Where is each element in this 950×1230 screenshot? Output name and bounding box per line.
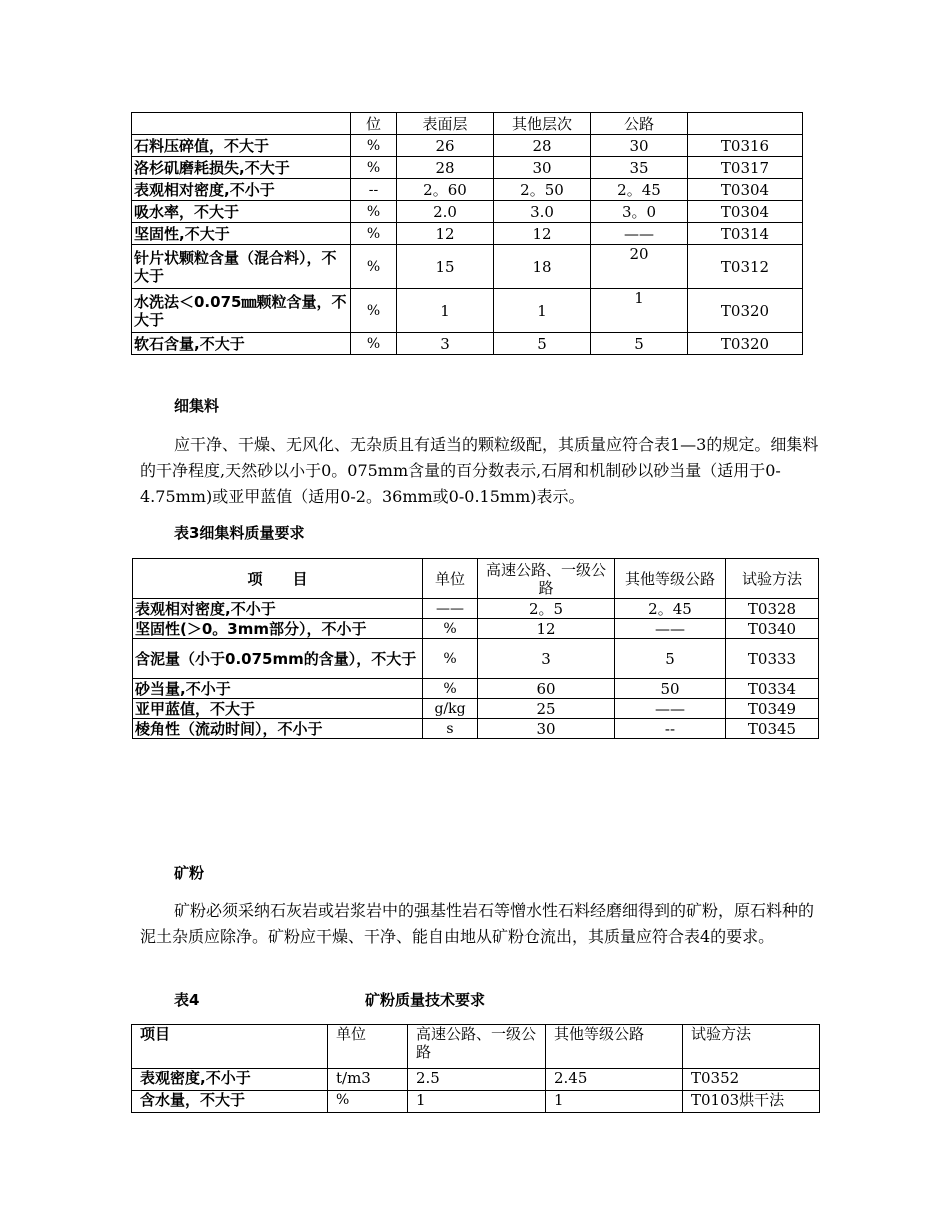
row-label: 软石含量,不大于 <box>132 333 351 355</box>
mineral-powder-paragraph: 矿粉必须采纳石灰岩或岩浆岩中的强基性岩石等憎水性石料经磨细得到的矿粉，原石料种的泥土杂质应除净。矿粉应干燥、干净、能自由地从矿粉仓流出，其质量应符合表4的要求。 <box>140 901 815 946</box>
table-cell: t/m3 <box>328 1069 408 1091</box>
table-cell: 5 <box>494 333 591 355</box>
table-cell: 35 <box>591 157 688 179</box>
table-header-row <box>132 113 803 135</box>
table-cell: 1 <box>408 1091 546 1113</box>
table-row <box>132 333 803 355</box>
row-label: 含水量，不大于 <box>132 1091 328 1113</box>
table-cell: 1 <box>546 1091 683 1113</box>
table-cell: % <box>423 679 478 699</box>
table-row <box>132 201 803 223</box>
table-cell: T0333 <box>726 639 819 679</box>
header-cell: 试验方法 <box>683 1025 820 1069</box>
table-cell: 30 <box>591 135 688 157</box>
table-title: 表3细集料质量要求 <box>174 524 305 542</box>
table-cell: % <box>328 1091 408 1113</box>
table-cell: % <box>351 157 397 179</box>
section-heading-fine-aggregate: 细集料 <box>174 397 220 415</box>
table-header-row <box>132 1025 820 1069</box>
table-cell: % <box>423 639 478 679</box>
table-cell: % <box>351 135 397 157</box>
table-cell: T0349 <box>726 699 819 719</box>
table-cell: 2。60 <box>397 179 494 201</box>
table-cell: -- <box>615 719 726 739</box>
table-cell: 25 <box>478 699 615 719</box>
table-cell: 60 <box>478 679 615 699</box>
table-row <box>133 619 819 639</box>
row-label: 表观相对密度,不小于 <box>133 599 423 619</box>
table-cell: 12 <box>494 223 591 245</box>
table-cell: 2。45 <box>591 179 688 201</box>
table-cell: 2。45 <box>615 599 726 619</box>
table-cell: 2.45 <box>546 1069 683 1091</box>
table-cell: T0320 <box>688 289 803 333</box>
table-row <box>133 639 819 679</box>
row-label: 石料压碎值，不大于 <box>132 135 351 157</box>
table-cell: T0340 <box>726 619 819 639</box>
table-cell: T0320 <box>688 333 803 355</box>
table-cell: % <box>351 245 397 289</box>
table-cell: 1 <box>397 289 494 333</box>
table-cell: % <box>351 333 397 355</box>
table-row <box>132 1069 820 1091</box>
table-cell: % <box>423 619 478 639</box>
table-cell: 2.0 <box>397 201 494 223</box>
table-row <box>132 157 803 179</box>
header-cell: 其他等级公路 <box>546 1025 683 1069</box>
row-label: 坚固性(＞0。3mm部分），不小于 <box>133 619 423 639</box>
header-cell: 公路 <box>591 113 688 135</box>
table-cell: 30 <box>494 157 591 179</box>
table-cell: % <box>351 223 397 245</box>
header-cell <box>132 113 351 135</box>
table-title: 矿粉质量技术要求 <box>365 991 486 1009</box>
fine-aggregate-table <box>132 558 819 739</box>
table-cell: T0334 <box>726 679 819 699</box>
header-cell: 其他层次 <box>494 113 591 135</box>
table-cell: 5 <box>591 333 688 355</box>
table-row <box>132 135 803 157</box>
table-cell: % <box>351 201 397 223</box>
table-row <box>133 679 819 699</box>
table-row <box>132 223 803 245</box>
row-label: 棱角性（流动时间），不小于 <box>133 719 423 739</box>
row-label: 亚甲蓝值，不大于 <box>133 699 423 719</box>
table-cell: 30 <box>478 719 615 739</box>
table-cell: 3。0 <box>591 201 688 223</box>
row-label: 坚固性,不大于 <box>132 223 351 245</box>
table-cell: T0317 <box>688 157 803 179</box>
table-header-row <box>133 559 819 599</box>
row-label: 表观相对密度,不小于 <box>132 179 351 201</box>
table-cell: % <box>351 289 397 333</box>
coarse-aggregate-table <box>131 112 803 355</box>
header-cell: 高速公路、一级公路 <box>478 559 615 599</box>
header-cell: 试验方法 <box>726 559 819 599</box>
table-row <box>132 245 803 289</box>
table-label: 表4 <box>174 991 200 1009</box>
table-cell: 12 <box>478 619 615 639</box>
table-cell: 1 <box>591 289 688 333</box>
table-cell: 5 <box>615 639 726 679</box>
header-cell <box>688 113 803 135</box>
mineral-powder-table <box>131 1024 820 1113</box>
table-cell: s <box>423 719 478 739</box>
table-cell: —— <box>423 599 478 619</box>
table-cell: 20 <box>591 245 688 289</box>
row-label: 针片状颗粒含量（混合料），不大于 <box>132 245 351 289</box>
table-cell: 50 <box>615 679 726 699</box>
row-label: 吸水率，不大于 <box>132 201 351 223</box>
row-label: 砂当量,不小于 <box>133 679 423 699</box>
table-cell: 2.5 <box>408 1069 546 1091</box>
table-cell: 2。50 <box>494 179 591 201</box>
table-cell: —— <box>591 223 688 245</box>
table-cell: 28 <box>494 135 591 157</box>
row-label: 水洗法＜0.075㎜颗粒含量，不大于 <box>132 289 351 333</box>
table-cell: 12 <box>397 223 494 245</box>
table-row <box>133 599 819 619</box>
table-cell: 15 <box>397 245 494 289</box>
table-cell: 28 <box>397 157 494 179</box>
table-cell: 3 <box>478 639 615 679</box>
table-cell: T0314 <box>688 223 803 245</box>
table-cell: 18 <box>494 245 591 289</box>
header-cell: 项 目 <box>133 559 423 599</box>
table-cell: T0328 <box>726 599 819 619</box>
table-cell: g/kg <box>423 699 478 719</box>
header-cell: 位 <box>351 113 397 135</box>
header-cell: 表面层 <box>397 113 494 135</box>
fine-aggregate-paragraph: 应干净、干燥、无风化、无杂质且有适当的颗粒级配，其质量应符合表1—3的规定。细集料的干净程度,天然砂以小于0。075mm含量的百分数表示,石屑和机制砂以砂当量（适用于0-4.75mm)或亚甲蓝值（适用0-2。36mm或0-0.15mm)表示。 <box>140 435 819 506</box>
table-row <box>133 699 819 719</box>
table-cell: T0345 <box>726 719 819 739</box>
table-cell: 3 <box>397 333 494 355</box>
header-cell: 高速公路、一级公路 <box>408 1025 546 1069</box>
header-cell: 其他等级公路 <box>615 559 726 599</box>
table-cell: T0312 <box>688 245 803 289</box>
table-cell: 26 <box>397 135 494 157</box>
row-label: 洛杉矶磨耗损失,不大于 <box>132 157 351 179</box>
header-cell: 单位 <box>423 559 478 599</box>
header-cell: 单位 <box>328 1025 408 1069</box>
table-cell: 1 <box>494 289 591 333</box>
row-label: 含泥量（小于0.075mm的含量），不大于 <box>133 639 423 679</box>
table-row <box>132 289 803 333</box>
table-cell: -- <box>351 179 397 201</box>
table-cell: 3.0 <box>494 201 591 223</box>
table-cell: 2。5 <box>478 599 615 619</box>
table-cell: T0103烘干法 <box>683 1091 820 1113</box>
table-row <box>132 1091 820 1113</box>
table-cell: —— <box>615 619 726 639</box>
table-cell: T0304 <box>688 201 803 223</box>
header-cell: 项目 <box>132 1025 328 1069</box>
table-cell: —— <box>615 699 726 719</box>
table-cell: T0304 <box>688 179 803 201</box>
table-row <box>132 179 803 201</box>
row-label: 表观密度,不小于 <box>132 1069 328 1091</box>
table-cell: T0352 <box>683 1069 820 1091</box>
section-heading-mineral-powder: 矿粉 <box>174 864 205 882</box>
table-row <box>133 719 819 739</box>
table-cell: T0316 <box>688 135 803 157</box>
